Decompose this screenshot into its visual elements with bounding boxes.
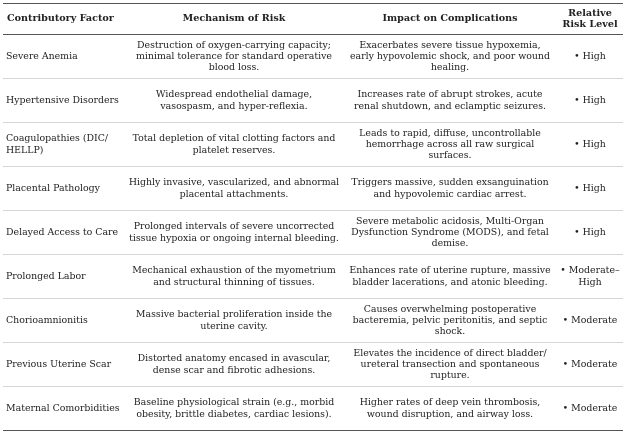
impact-cell: Higher rates of deep vein thrombosis, wound disruption, and airway loss. <box>343 387 557 431</box>
risk-level-cell: • High <box>557 167 623 211</box>
mechanism-cell: Total depletion of vital clotting factors and platelet reserves. <box>125 123 343 167</box>
impact-cell: Increases rate of abrupt strokes, acute renal shutdown, and eclamptic seizures. <box>343 79 557 123</box>
mechanism-cell: Destruction of oxygen-carrying capacity; minimal tolerance for standard operative blood loss. <box>125 35 343 79</box>
risk-level-cell: • High <box>557 35 623 79</box>
table-row <box>3 167 623 211</box>
impact-cell: Causes overwhelming postoperative bacteremia, pelvic peritonitis, and septic shock. <box>343 299 557 343</box>
risk-level-cell: • Moderate–High <box>557 255 623 299</box>
mechanism-cell: Baseline physiological strain (e.g., morbid obesity, brittle diabetes, cardiac lesions). <box>125 387 343 431</box>
mechanism-cell: Mechanical exhaustion of the myometrium and structural thinning of tissues. <box>125 255 343 299</box>
header-relative-risk-level: Relative Risk Level <box>557 4 623 35</box>
table-row <box>3 211 623 255</box>
table-row <box>3 35 623 79</box>
table-row <box>3 387 623 431</box>
impact-cell: Enhances rate of uterine rupture, massive bladder lacerations, and atonic bleeding. <box>343 255 557 299</box>
table-row <box>3 255 623 299</box>
header-contributory-factor: Contributory Factor <box>3 4 125 35</box>
risk-level-cell: • Moderate <box>557 343 623 387</box>
table-row <box>3 343 623 387</box>
risk-factor-table <box>3 3 623 431</box>
table-row <box>3 79 623 123</box>
risk-level-cell: • High <box>557 79 623 123</box>
risk-level-cell: • Moderate <box>557 387 623 431</box>
factor-cell: Prolonged Labor <box>3 255 125 299</box>
table-row <box>3 299 623 343</box>
mechanism-cell: Massive bacterial proliferation inside the uterine cavity. <box>125 299 343 343</box>
risk-level-cell: • High <box>557 211 623 255</box>
factor-cell: Delayed Access to Care <box>3 211 125 255</box>
mechanism-cell: Highly invasive, vascularized, and abnormal placental attachments. <box>125 167 343 211</box>
mechanism-cell: Distorted anatomy encased in avascular, dense scar and fibrotic adhesions. <box>125 343 343 387</box>
mechanism-cell: Widespread endothelial damage, vasospasm, and hyper-reflexia. <box>125 79 343 123</box>
mechanism-cell: Prolonged intervals of severe uncorrected tissue hypoxia or ongoing internal bleeding. <box>125 211 343 255</box>
factor-cell: Previous Uterine Scar <box>3 343 125 387</box>
factor-cell: Severe Anemia <box>3 35 125 79</box>
impact-cell: Elevates the incidence of direct bladder/ ureteral transection and spontaneous rupture. <box>343 343 557 387</box>
impact-cell: Triggers massive, sudden exsanguination and hypovolemic cardiac arrest. <box>343 167 557 211</box>
impact-cell: Leads to rapid, diffuse, uncontrollable hemorrhage across all raw surgical surfaces. <box>343 123 557 167</box>
risk-level-cell: • Moderate <box>557 299 623 343</box>
factor-cell: Hypertensive Disorders <box>3 79 125 123</box>
table-header-row <box>3 4 623 35</box>
table-row <box>3 123 623 167</box>
factor-cell: Coagulopathies (DIC/ HELLP) <box>3 123 125 167</box>
factor-cell: Chorioamnionitis <box>3 299 125 343</box>
impact-cell: Exacerbates severe tissue hypoxemia, early hypovolemic shock, and poor wound healing. <box>343 35 557 79</box>
risk-level-cell: • High <box>557 123 623 167</box>
factor-cell: Maternal Comorbidities <box>3 387 125 431</box>
impact-cell: Severe metabolic acidosis, Multi-Organ Dysfunction Syndrome (MODS), and fetal demise. <box>343 211 557 255</box>
header-impact-on-complications: Impact on Complications <box>343 4 557 35</box>
factor-cell: Placental Pathology <box>3 167 125 211</box>
header-mechanism-of-risk: Mechanism of Risk <box>125 4 343 35</box>
